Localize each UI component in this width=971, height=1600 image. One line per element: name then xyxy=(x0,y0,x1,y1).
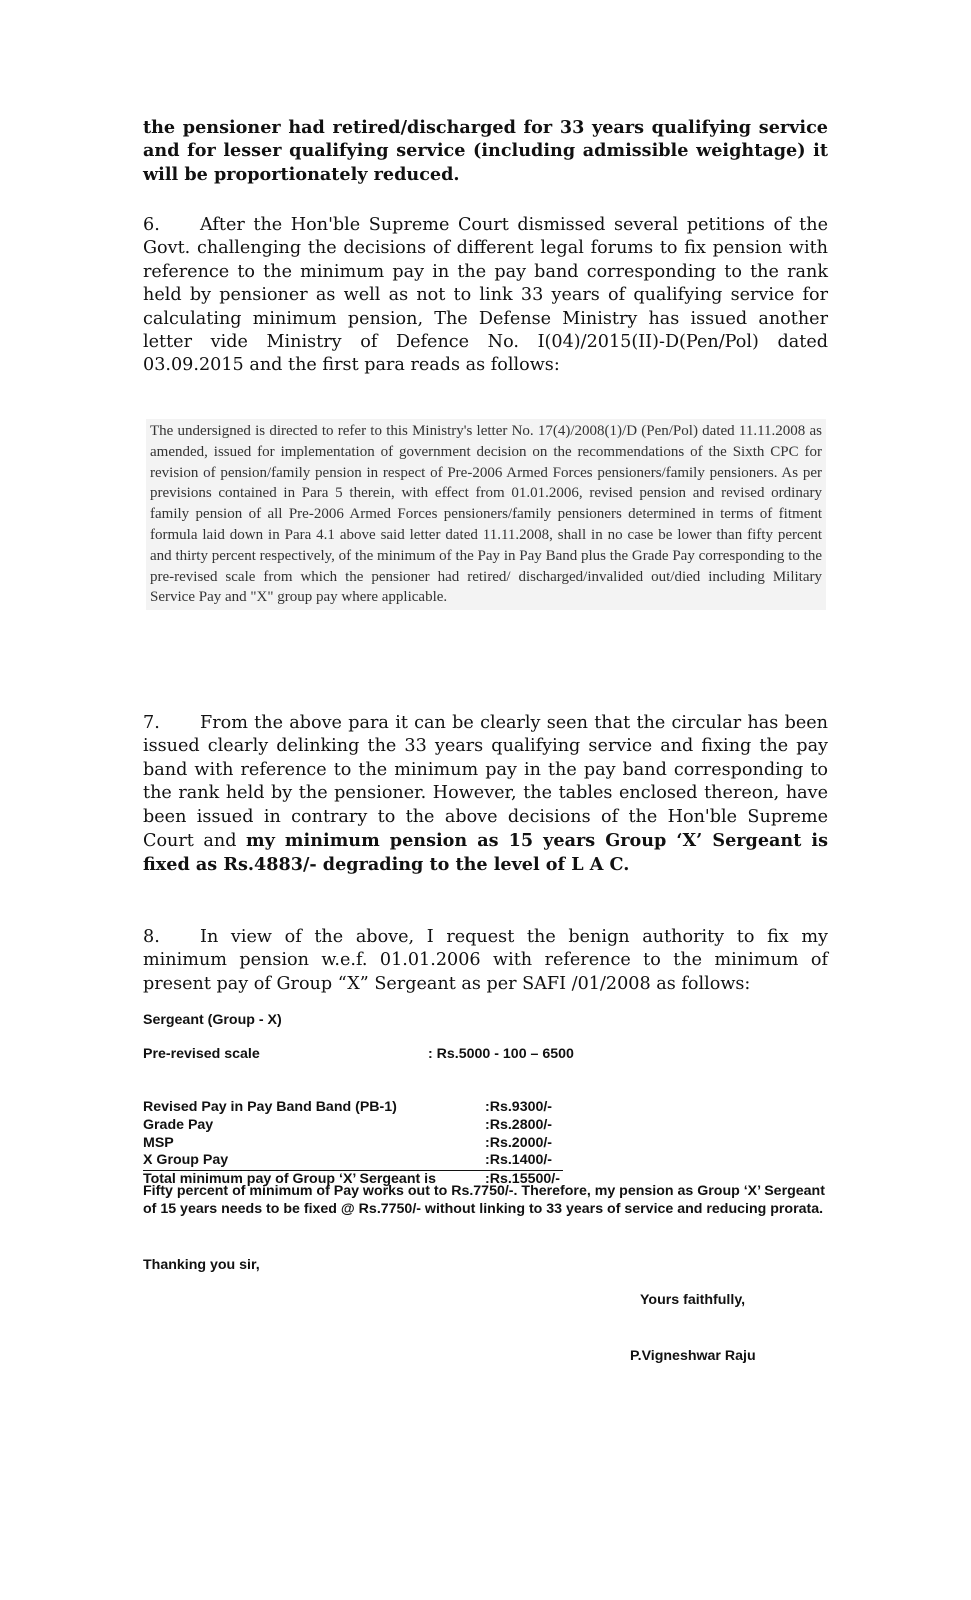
paragraph-6-number: 6. xyxy=(143,215,160,235)
pay-row-label: MSP xyxy=(143,1134,174,1151)
thanks-line: Thanking you sir, xyxy=(143,1257,260,1273)
paragraph-6 xyxy=(143,214,828,378)
pension-conclusion-paragraph: Fifty percent of minimum of Pay works out to Rs.7750/-. Therefore, my pension as Group ‘X’ Sergeant of 15 years needs to be fixed @ Rs.7750/- without linking to 33 years of service and reducing prorata. xyxy=(143,1183,825,1217)
pay-table xyxy=(143,1099,843,1189)
paragraph-7-number: 7. xyxy=(143,713,160,733)
prerevised-value: : Rs.5000 - 100 – 6500 xyxy=(428,1046,574,1062)
paragraph-8-number: 8. xyxy=(143,927,160,947)
paragraph-7-text: From the above para it can be clearly seen that the circular has been issued clearly delinking the 33 years qualifying service and fixing the pay band with reference to the minimum pay in the pay band corresponding to the rank held by the pensioner. However, the tables enclosed thereon, have been issued in contrary to the above decisions of the Hon'ble Supreme Court and xyxy=(143,713,828,852)
paragraph-8 xyxy=(143,926,828,996)
paragraph-6-text: After the Hon'ble Supreme Court dismissed several petitions of the Govt. challenging the decisions of different legal forums to fix pension with reference to the minimum pay in the pay band corresponding to the rank held by pensioner as well as not to link 33 years of qualifying service for calculating minimum pension, The Defense Ministry has issued another letter vide Ministry of Defence No. I(04)/2015(II)-D(Pen/Pol) dated 03.09.2015 and the first para reads as follows: xyxy=(143,215,828,376)
pay-heading: Sergeant (Group - X) xyxy=(143,1012,282,1028)
paragraph-7 xyxy=(143,712,828,878)
pay-row-label: Revised Pay in Pay Band Band (PB-1) xyxy=(143,1099,397,1115)
pay-row-value: :Rs.1400/- xyxy=(485,1152,553,1169)
pay-row xyxy=(143,1135,843,1153)
signature-name: P.Vigneshwar Raju xyxy=(630,1348,756,1364)
pay-row-value: :Rs.9300/- xyxy=(485,1099,553,1115)
pay-row-label: Grade Pay xyxy=(143,1116,214,1133)
pay-row xyxy=(143,1099,843,1117)
closing-line: Yours faithfully, xyxy=(640,1292,746,1308)
paragraph-7-bold-text: my minimum pension as 15 years Group ‘X’ Sergeant is fixed as Rs.4883/- degrading to the level of L A C. xyxy=(143,830,828,876)
pay-total-label: Total minimum pay of Group ‘X’ Sergeant is xyxy=(143,1171,436,1188)
pay-row xyxy=(143,1152,563,1171)
quoted-letter-excerpt: The undersigned is directed to refer to this Ministry's letter No. 17(4)/2008(1)/D (Pen/Pol) dated 11.11.2008 as amended, issued for implementation of government decision on the recommendations of the Sixth CPC for revision of pension/family pension in respect of Pre-2006 Armed Forces pensioners/family pensioners. As per previsions contained in Para 5 therein, with effect from 01.01.2006, revised pension and revised ordinary family pension of all Pre-2006 Armed Forces pensioners/family pensioners determined in terms of fitment formula laid down in Para 4.1 above said letter dated 11.11.2008, shall in no case be lower than fifty percent and thirty percent respectively, of the minimum of the Pay in Pay Band plus the Grade Pay corresponding to the pre-revised scale from which the pensioner had retired/ discharged/invalided out/died including Military Service Pay and "X" group pay where applicable. xyxy=(146,419,826,610)
pay-row xyxy=(143,1117,843,1135)
paragraph-8-text: In view of the above, I request the benign authority to fix my minimum pension w.e.f. 01.01.2006 with reference to the minimum of present pay of Group “X” Sergeant as per SAFI /01/2008 as follows: xyxy=(143,927,828,994)
prerevised-label: Pre-revised scale xyxy=(143,1046,260,1062)
pay-row-label: X Group Pay xyxy=(143,1152,229,1169)
pay-total-value: :Rs.15500/- xyxy=(485,1171,560,1188)
intro-paragraph: the pensioner had retired/discharged for 33 years qualifying service and for lesser qualifying service (including admissible weightage) it will be proportionately reduced. xyxy=(143,117,828,185)
pay-row-value: :Rs.2800/- xyxy=(485,1116,553,1133)
pay-row-value: :Rs.2000/- xyxy=(485,1134,553,1151)
